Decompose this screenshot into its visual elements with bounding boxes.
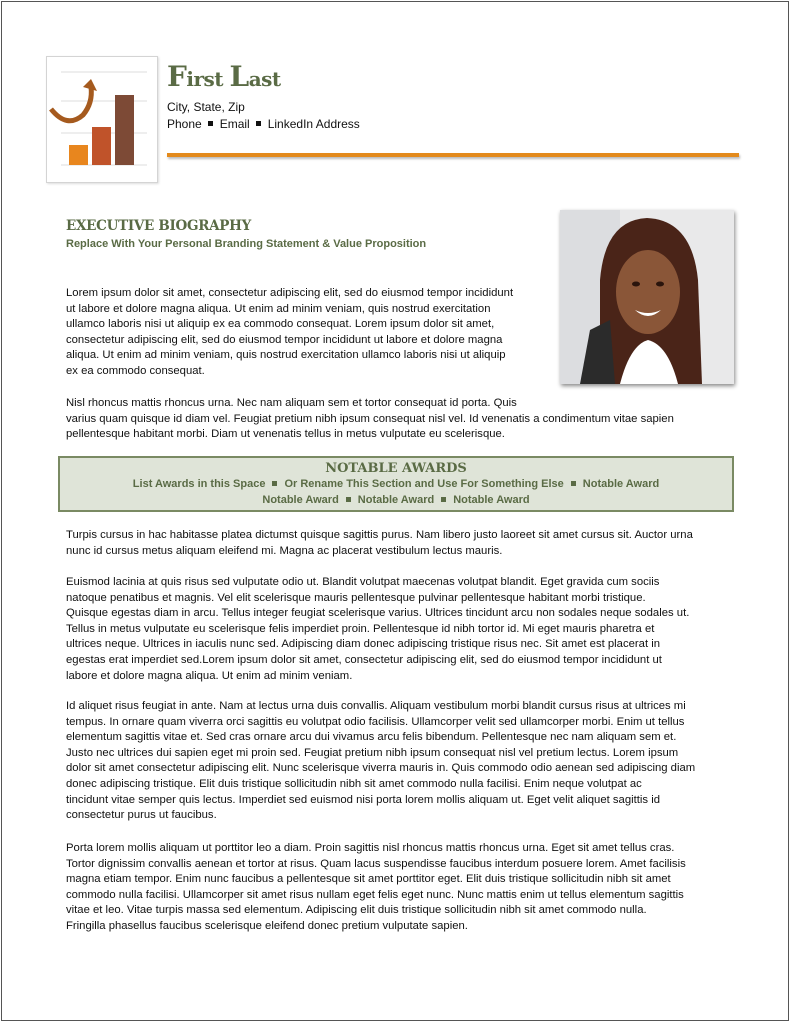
text-line: consectetur purus ut faucibus.: [66, 809, 217, 822]
text-line: Porta lorem mollis aliquam ut porttitor leo a diam. Proin sagittis nisl rhoncus mattis rhoncus urna. Eget sit amet tellus cras.: [66, 842, 675, 854]
email: Email: [219, 117, 250, 131]
bullet-square-icon: [272, 481, 277, 486]
text-line: ultrices neque. Ultrices in iaculis nunc sed. Adipiscing diam donec adipiscing tristique risus nec. Sit amet est placerat in: [66, 638, 661, 651]
text-line: Turpis cursus in hac habitasse platea dictumst quisque sagittis purus. Nam libero justo laoreet sit amet cursus sit. Auctor urna: [66, 529, 693, 541]
text-line: Tortor dignissim convallis aenean et tortor at risus. Quam lacus suspendisse faucibus interdum posuere lorem. Amet facilisis: [66, 857, 686, 870]
first-name: First: [167, 60, 224, 93]
award-item: Notable Award: [357, 494, 435, 506]
text-line: ut labore et dolore magna aliqua. Ut enim ad minim veniam, quis nostrud exercitation: [66, 302, 491, 315]
awards-heading: NOTABLE AWARDS: [325, 461, 467, 476]
branding-statement: Replace With Your Personal Branding Statement & Value Proposition: [66, 238, 427, 250]
award-item: Notable Award: [262, 494, 339, 506]
address: City, State, Zip: [167, 100, 245, 114]
body-paragraph-3: [66, 699, 695, 824]
text-line: Tellus in metus vulputate eu scelerisque felis imperdiet proin. Pellentesque id nibh tortor id. Mi eget mauris pharetra et: [66, 622, 655, 635]
bio-paragraph-2: [66, 396, 674, 443]
growth-chart-logo: [46, 56, 158, 183]
bullet-square-icon: [571, 481, 576, 486]
text-line: nunc id cursus metus aliquam eleifend mi. Magna ac placerat vestibulum lectus mauris.: [66, 544, 503, 557]
text-line: Euismod lacinia at quis risus sed vulputate odio ut. Blandit volutpat maecenas volutpat blandit. Eget gravida cum sociis: [66, 576, 660, 588]
award-item: Notable Award: [453, 494, 530, 506]
body-paragraph-1: [66, 528, 693, 559]
text-line: natoque penatibus et magnis. Vel elit scelerisque mauris pellentesque pulvinar pellentesque habitant morbi tristique.: [66, 591, 646, 604]
award-item: Or Rename This Section and Use For Something Else: [284, 478, 564, 490]
bullet-square-icon: [208, 121, 213, 126]
last-name: Last: [229, 60, 281, 93]
text-line: vitae et leo. Vitae turpis massa sed elementum. Adipiscing elit duis tristique sollicitudin nibh sit amet commodo nulla.: [66, 904, 647, 917]
text-line: elementum sagittis vitae et. Sed cras ornare arcu dui vivamus arcu felis bibendum. Pellentesque nec nam aliquam sem et.: [66, 731, 677, 744]
contact-line: [167, 116, 360, 133]
text-line: Justo nec ultrices dui sapien eget mi proin sed. Feugiat pretium nibh ipsum consequat nisl vel pretium lectus. Lorem ipsum: [66, 746, 679, 759]
text-line: pellentesque habitant morbi. Diam ut venenatis tellus in metus vulputate eu scelerisque.: [66, 428, 505, 441]
text-line: dolor sit amet consectetur adipiscing elit. Nunc scelerisque viverra mauris in. Quis commodo odio aenean sed adipiscing diam: [66, 762, 696, 775]
text-line: Fringilla phasellus faucibus scelerisque eleifend donec pretium vulputate sapien.: [66, 919, 468, 932]
text-line: labore et dolore magna aliqua. Ut enim ad minim veniam.: [66, 669, 353, 682]
body-paragraph-2: [66, 575, 689, 684]
profile-photo: [560, 210, 734, 384]
awards-line-1: [60, 476, 732, 492]
text-line: Nisl rhoncus mattis rhoncus urna. Nec nam aliquam sem et tortor consequat id porta. Quis: [66, 397, 517, 409]
text-line: consectetur adipiscing elit, sed do eiusmod tempor incididunt ut labore et dolore magna: [66, 333, 503, 346]
text-line: donec adipiscing tristique. Elit duis tristique sollicitudin nibh sit amet commodo nulla facilisi. Enim neque volutpat ac: [66, 777, 642, 790]
awards-box: [58, 456, 734, 512]
text-line: Id aliquet risus feugiat in ante. Nam at lectus urna duis convallis. Aliquam vestibulum morbi blandit cursus risus at ultrices mi: [66, 700, 686, 712]
text-line: egestas erat imperdiet sed.Lorem ipsum dolor sit amet, consectetur adipiscing elit, sed do eiusmod tempor incididunt ut: [66, 653, 662, 666]
candidate-name: [167, 60, 281, 93]
awards-line-2: [60, 492, 732, 508]
text-line: varius quam quisque id diam vel. Feugiat pretium nibh ipsum consequat nisl vel. Id venenatis a condimentum vitae sapien: [66, 412, 674, 425]
body-paragraph-4: [66, 841, 686, 935]
bio-paragraph-1: [66, 286, 513, 380]
text-line: Lorem ipsum dolor sit amet, consectetur adipiscing elit, sed do eiusmod tempor incididunt: [66, 287, 514, 299]
bullet-square-icon: [441, 497, 446, 502]
text-line: tincidunt vitae semper quis lectus. Imperdiet sed euismod nisi porta lorem mollis aliquam ut. Eget velit aliquet sagittis id: [66, 793, 660, 806]
award-item: Notable Award: [582, 478, 660, 490]
bullet-square-icon: [346, 497, 351, 502]
text-line: magna etiam tempor. Enim nunc faucibus a pellentesque sit amet porttitor eget. Elit duis tristique sollicitudin nibh sit amet: [66, 873, 671, 886]
text-line: ex ea commodo consequat.: [66, 364, 205, 377]
text-line: ullamco laboris nisi ut aliquip ex ea commodo consequat. Lorem ipsum dolor sit amet,: [66, 318, 495, 331]
phone: Phone: [167, 117, 202, 131]
text-line: tempus. In ornare quam viverra orci sagittis eu volutpat odio facilisis. Ullamcorper velit sed ullamcorper morbi. Enim ut tellus: [66, 715, 685, 728]
contact-block: [167, 99, 360, 133]
text-line: Quisque egestas diam in arcu. Tellus integer feugiat scelerisque varius. Ultrices tincidunt arcu non sodales neque sodales ut.: [66, 607, 690, 620]
linkedin: LinkedIn Address: [267, 117, 360, 131]
bullet-square-icon: [256, 121, 261, 126]
award-item: List Awards in this Space: [132, 478, 266, 490]
header-divider: [167, 153, 739, 157]
section-heading-bio: EXECUTIVE BIOGRAPHY: [66, 218, 251, 234]
text-line: commodo nulla facilisi. Ullamcorper sit amet risus nullam eget felis eget nunc. Nunc mattis enim ut tellus elementum sagittis: [66, 888, 684, 901]
text-line: aliqua. Ut enim ad minim veniam, quis nostrud exercitation ullamco laboris nisi ut aliquip: [66, 349, 506, 362]
